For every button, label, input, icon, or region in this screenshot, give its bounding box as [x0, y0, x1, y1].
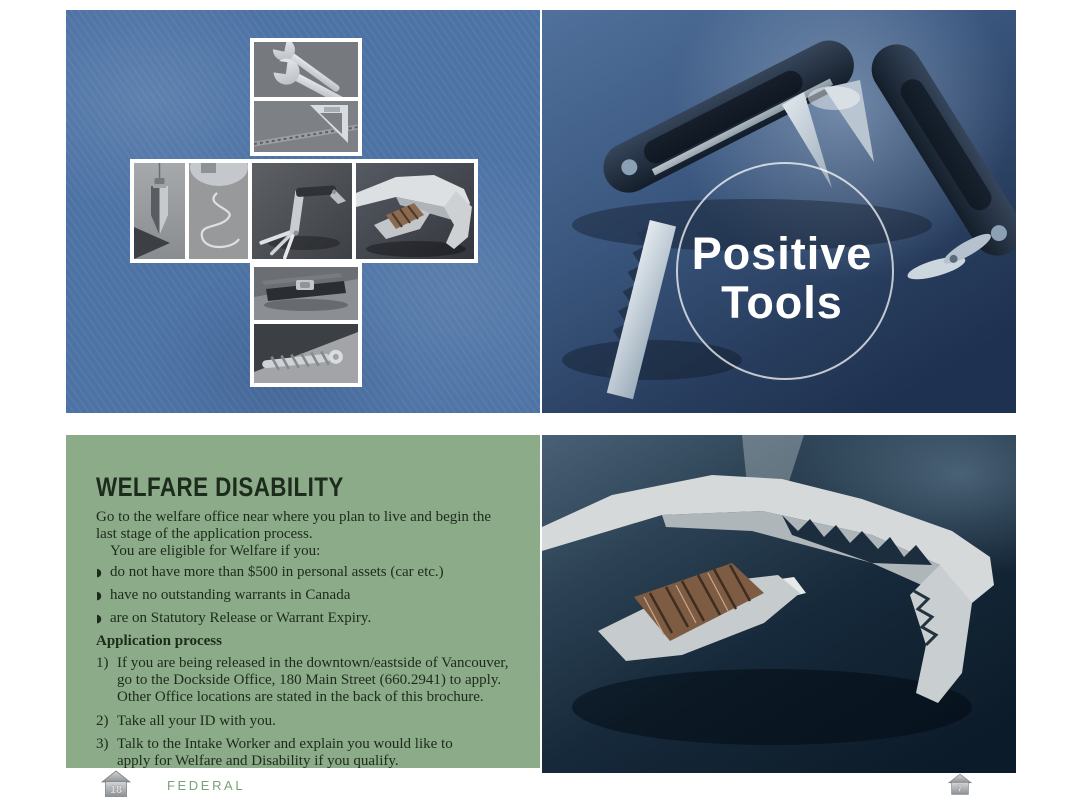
- step-number: 1): [96, 655, 109, 671]
- cover-right-page: [542, 10, 1016, 413]
- bullet-text: do not have more than $500 in personal assets (car etc.): [110, 564, 444, 580]
- bullet-item: [96, 610, 522, 627]
- step-item: [96, 655, 522, 706]
- text-line: Other Office locations are stated in the back of this brochure.: [117, 689, 484, 705]
- welfare-page: [66, 435, 540, 768]
- bullet-icon: ◗: [96, 589, 102, 602]
- text-line: Go to the welfare office near where you plan to live and begin the: [96, 509, 491, 525]
- bullet-icon: ◗: [96, 566, 102, 579]
- text-line: Take all your ID with you.: [117, 713, 276, 729]
- page-number-right: 7: [957, 783, 963, 794]
- bullet-item: [96, 564, 522, 581]
- photo-combination-square-icon: [254, 101, 358, 152]
- collage-top-column: [250, 38, 362, 156]
- photo-concrete-screw-icon: [254, 324, 358, 383]
- pliers-photo-page: [542, 435, 1016, 773]
- cover-title-line2: Tools: [721, 277, 843, 328]
- photo-slip-joint-pliers-icon: [356, 163, 474, 259]
- photo-tape-measure-string-icon: [189, 163, 248, 259]
- page-number-left: 18: [109, 784, 123, 796]
- welfare-body: [96, 509, 522, 768]
- step-number: 3): [96, 736, 109, 752]
- text-line: If you are being released in the downtown/eastside of Vancouver,: [117, 655, 509, 671]
- bullet-text: have no outstanding warrants in Canada: [110, 587, 351, 603]
- photo-pliers-closeup: [542, 435, 1016, 773]
- photo-open-end-wrenches-icon: [254, 42, 358, 97]
- cover-left-page: [66, 10, 540, 413]
- collage-middle-row: [130, 159, 478, 263]
- home-page-number-icon-left: [101, 770, 131, 797]
- section-label: FEDERAL: [167, 778, 246, 793]
- cover-title: [632, 229, 932, 327]
- subheading: Application process: [96, 633, 222, 649]
- bullet-text: are on Statutory Release or Warrant Expiry.: [110, 610, 372, 626]
- step-item: [96, 736, 522, 768]
- home-page-number-icon-right: [948, 773, 972, 795]
- text-line: go to the Dockside Office, 180 Main Street (660.2941) to apply.: [117, 672, 502, 688]
- page-heading: WELFARE DISABILITY: [96, 472, 344, 502]
- photo-spirit-level-icon: [254, 267, 358, 320]
- text-line: Talk to the Intake Worker and explain you would like to: [117, 736, 453, 752]
- collage-bottom-column: [250, 263, 362, 387]
- cover-title-line1: Positive: [691, 228, 873, 279]
- bullet-icon: ◗: [96, 612, 102, 625]
- photo-multi-tool-open-icon: [252, 163, 352, 259]
- text-line: last stage of the application process.: [96, 526, 313, 542]
- text-line: You are eligible for Welfare if you:: [110, 543, 321, 559]
- bullet-item: [96, 587, 522, 604]
- photo-plumb-bob-icon: [134, 163, 185, 259]
- step-item: [96, 713, 522, 730]
- text-line: apply for Welfare and Disability if you qualify.: [117, 753, 399, 768]
- step-number: 2): [96, 713, 109, 729]
